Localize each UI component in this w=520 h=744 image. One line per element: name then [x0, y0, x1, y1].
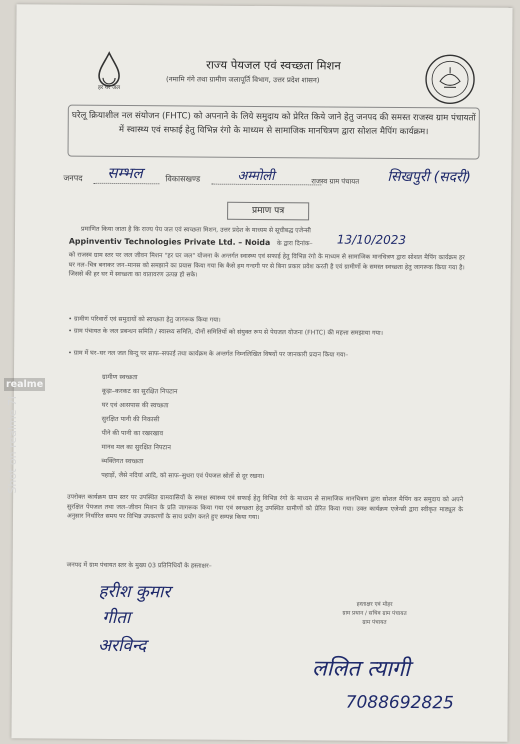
para1-start: प्रमाणित किया जाता है कि राज्य पेय जल एवं स्वच्छता मिशन, उत्तर प्रदेश के माध्यम से सूचीबद्ध एजेन्सी [80, 225, 311, 235]
topics-footnote: पहाड़ों, जैसे नदियां आदि, को साफ–सुथरा एवं पेयजल स्रोतों से दूर रखना। [101, 471, 265, 481]
signatory-phone: 7088692825 [345, 692, 454, 714]
block-label: विकासखण्ड [165, 174, 201, 184]
program-date: 13/10/2023 [336, 232, 407, 248]
closing-line: जनपद में ग्राम पंचायत स्तर के मुख्य 03 प्रतिनिधियों के हस्ताक्षर– [66, 561, 212, 570]
header-subtitle: (नमामि गंगे तथा ग्रामीण जलापूर्ति विभाग, उत्तर प्रदेश शासन) [166, 75, 320, 85]
sign-label: हस्ताक्षर एवं मोहर [356, 601, 393, 608]
role-label: ग्राम प्रधान / सचिव ग्राम पंचायत [342, 610, 407, 618]
gp-value: सिखपुरी (सदरी) [387, 168, 471, 186]
gp-label: राजस्व ग्राम पंचायत [311, 177, 360, 186]
rep-signature-2: गीता [102, 607, 131, 629]
bullet-3: • ग्राम में घर–घर नल जल बिन्दु पर साफ–सफाई तथा कार्यक्रम के अन्तर्गत निम्नलिखित विषयों पर जानकारी प्रदान किया गया– [68, 349, 349, 359]
bullet-1: • ग्रामीण परिवारों एवं समुदायों को स्वच्छता हेतु जागरूक किया गया। [68, 315, 221, 324]
topic-item: सुरक्षित पानी की निकासी [101, 414, 160, 424]
gp-label-small: ग्राम पंचायत [362, 619, 387, 626]
block-value: अम्मोली [237, 168, 275, 185]
document-page [11, 4, 512, 741]
agency-name: Appinventiv Technologies Private Ltd. – Noida [68, 236, 271, 248]
topic-item: व्यक्तिगत स्वच्छता [101, 456, 144, 466]
state-emblem-seal [424, 53, 476, 105]
topic-item: कूड़ा–करकट का सुरक्षित निपटान [101, 386, 178, 396]
signatory-labels [342, 601, 407, 628]
para2: उपरोक्त कार्यक्रम ग्राम स्तर पर उपस्थित ग्रामवासियों के समक्ष स्वास्थ्य एवं सफाई हेतु विभिन्न रंगो के माध्यम से सामाजिक मानचित्रण द्वारा सोशल मैपिंग कर समुदाय को अपने सुरक्षित पेयजल तथा जल–जीवन मिशन के प्रति जागरूक किया गया एवं स्वच्छता हेतु उपस्थित ग्रामीणों को प्रेरित किया गया। उक्त कार्यक्रम एजेन्सी द्वारा स्वीकृत माड्यूल के अनुसार निर्धारित समय पर विभिन्न उपकरणों के साथ प्रयोग करते हुए सम्पन्न किया गया। [66, 493, 464, 522]
district-value: सम्भल [107, 163, 143, 183]
certificate-title: प्रमाण पत्र [227, 202, 309, 221]
district-label: जनपद [63, 173, 83, 183]
camera-watermark-text: Shot on realme 7i [6, 396, 19, 494]
para1-rest: को राजस्व ग्राम स्तर पर जल जीवन मिशन "हर घर जल" योजना के अन्तर्गत स्वास्थ्य एवं सफाई हेतु विभिन्न रंगो के माध्यम से सामाजिक मानचित्रण द्वारा सोशल मैपिंग कार्यक्रम हर घर नल–चित्र बनाकर जन–मानस को समझाने का प्रयास किया गया कि कैसे हम गन्दगी पर से बिना प्रकार प्रवेश करती है एवं ग्रामीणों के समस्त स्वच्छता हेतु जागरूक किया गया है। जिससे की हर घर में स्वच्छता का वातावरण उत्पन्न हो सके। [68, 251, 465, 279]
rep-signature-1: हरीश कुमार [98, 581, 171, 603]
date-prefix: के द्वारा दिनांक– [276, 240, 313, 248]
camera-watermark-brand: realme [6, 379, 44, 390]
signatory-name: ललित त्यागी [311, 656, 411, 683]
program-banner: घरेलू क्रियाशील नल संयोजन (FHTC) को अपनाने के लिये समुदाय को प्रेरित किये जाने हेतु जनपद की समस्त राजस्व ग्राम पंचायतों में स्वास्थ्य एवं सफाई हेतु विभिन्न रंगो के माध्यम से सामाजिक मानचित्रण द्वारा सोशल मैपिंग कार्यक्रम। [68, 105, 480, 160]
topic-item: पीने की पानी का रखरखाव [101, 428, 164, 438]
topic-item: घर एवं आसपास की स्वच्छता [101, 400, 169, 410]
bullet-2: • ग्राम पंचायत के जल प्रबन्धन समिति / स्वास्थ्य समिति, दोनों समितियों को संयुक्त रूप से पेयजल योजना (FHTC) की महत्ता समझाया गया। [68, 327, 384, 337]
header-title: राज्य पेयजल एवं स्वच्छता मिशन [206, 57, 341, 73]
topic-item: मानव मल का सुरक्षित निपटान [101, 442, 172, 452]
left-logo-caption: हर घर जल [97, 84, 120, 92]
topic-item: ग्रामीण स्वच्छता [101, 372, 138, 382]
rep-signature-3: अरविन्द [98, 635, 147, 657]
